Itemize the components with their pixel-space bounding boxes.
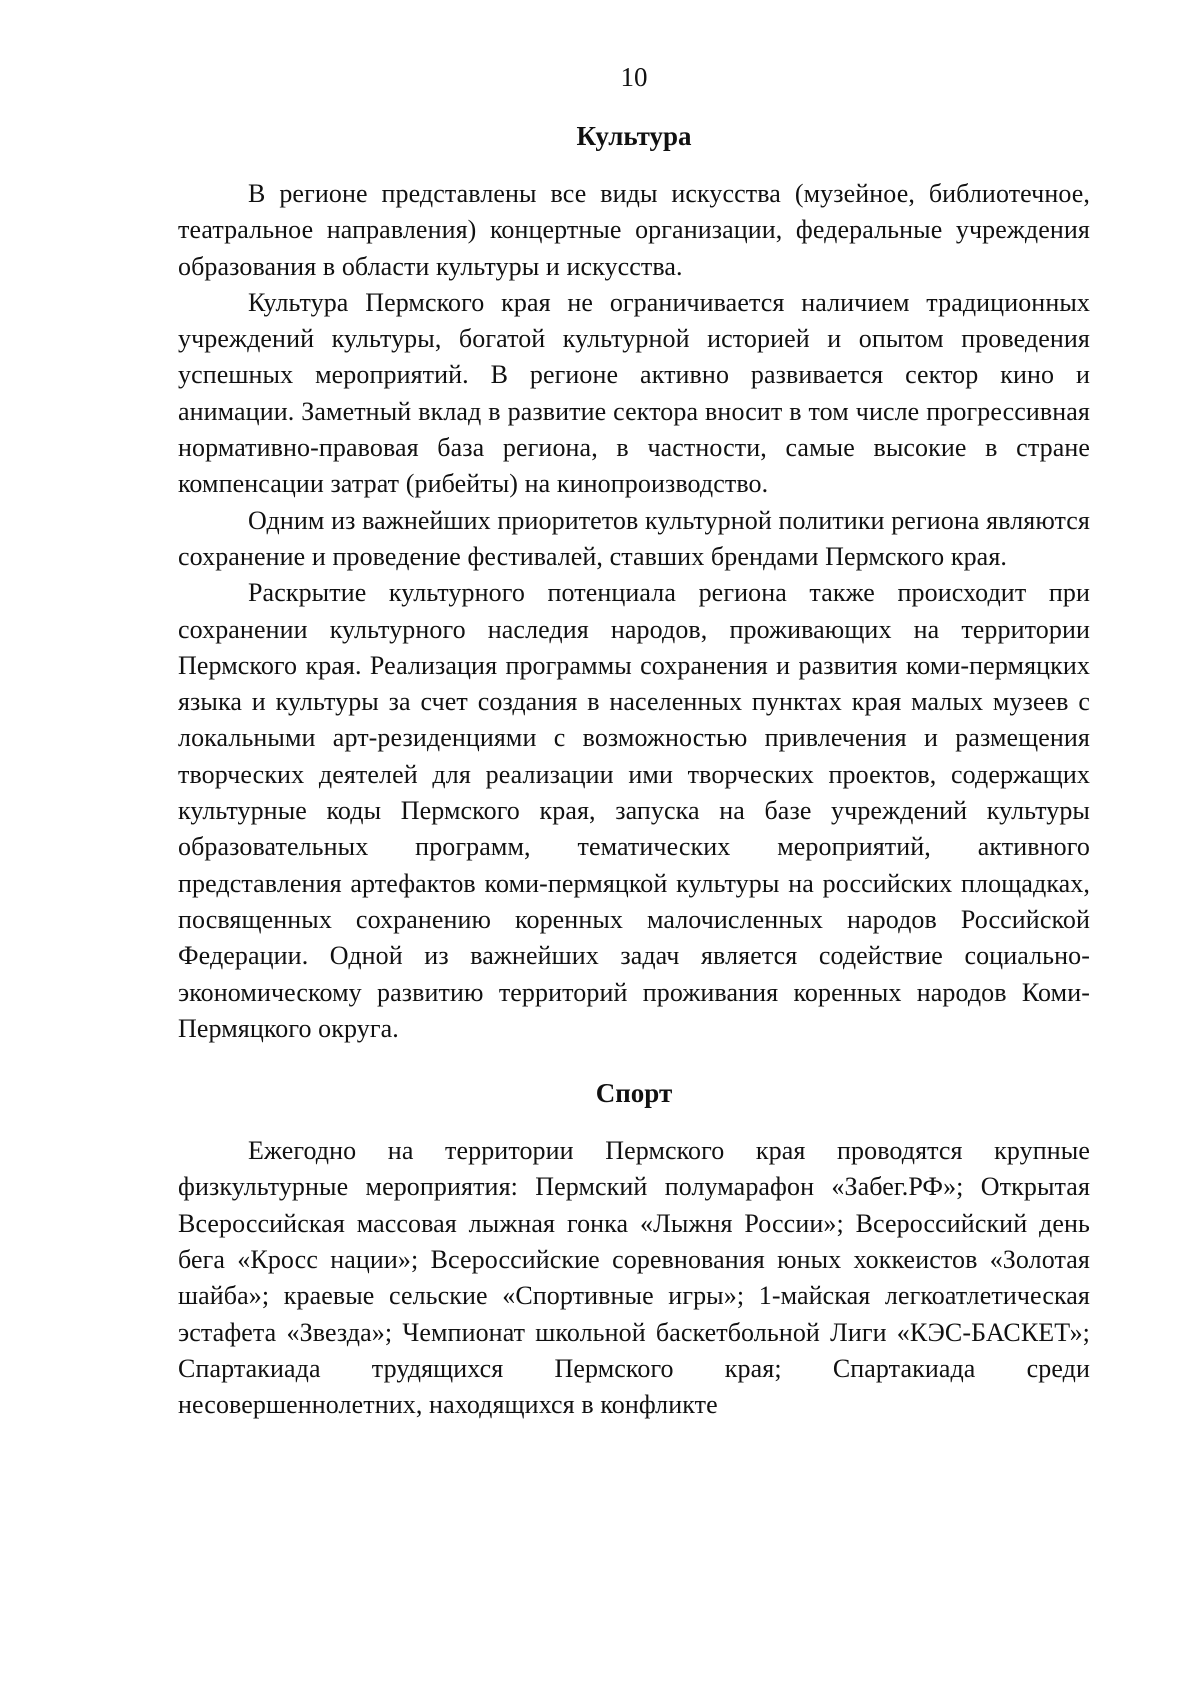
section-heading-culture: Культура	[576, 121, 692, 151]
culture-paragraph-3: Одним из важнейших приоритетов культурной политики региона являются сохранение и проведение фестивалей, ставших брендами Пермского края.	[178, 505, 1090, 571]
culture-paragraph-1: В регионе представлены все виды искусства (музейное, библиотечное, театральное направления) концертные организации, федеральные учреждения образования в области культуры и искусства.	[178, 179, 1090, 281]
section-heading-sport: Спорт	[595, 1078, 673, 1109]
page-number: 10	[620, 62, 648, 92]
culture-paragraph-2: Культура Пермского края не ограничивается наличием традиционных учреждений культуры, богатой культурной историей и опытом проведения успешных мероприятий. В регионе активно развивается сектор кино и анимации. Заметный вклад в развитие сектора вносит в том числе прогрессивная нормативно-правовая база региона, в частности, самые высокие в стране компенсации затрат (рибейты) на кинопроизводство.	[178, 287, 1090, 499]
sport-paragraph-1: Ежегодно на территории Пермского края проводятся крупные физкультурные мероприятия: Пермский полумарафон «Забег.РФ»; Открытая Всероссийская массовая лыжная гонка «Лыжня России»; Всероссийский день бега «Кросс нации»; Всероссийские соревнования юных хоккеистов «Золотая шайба»; краевые сельские «Спортивные игры»; 1-майская легкоатлетическая эстафета «Звезда»; Чемпионат школьной баскетбольной Лиги «КЭС-БАСКЕТ»; Спартакиада трудящихся Пермского края; Спартакиада среди несовершеннолетних, находящихся в конфликте	[178, 1136, 1090, 1420]
culture-paragraph-4: Раскрытие культурного потенциала региона также происходит при сохранении культурного наследия народов, проживающих на территории Пермского края. Реализация программы сохранения и развития коми-пермяцких языка и культуры за счет создания в населенных пунктах края малых музеев с локальными арт-резиденциями с возможностью привлечения и размещения творческих деятелей для реализации ими творческих проектов, содержащих культурные коды Пермского края, запуска на базе учреждений культуры образовательных программ, тематических мероприятий, активного представления артефактов коми-пермяцкой культуры на российских площадках, посвященных сохранению коренных малочисленных народов Российской Федерации. Одной из важнейших задач является содействие социально-экономическому развитию территорий проживания коренных народов Коми-Пермяцкого округа.	[178, 578, 1090, 1043]
page-content	[178, 118, 1090, 1424]
